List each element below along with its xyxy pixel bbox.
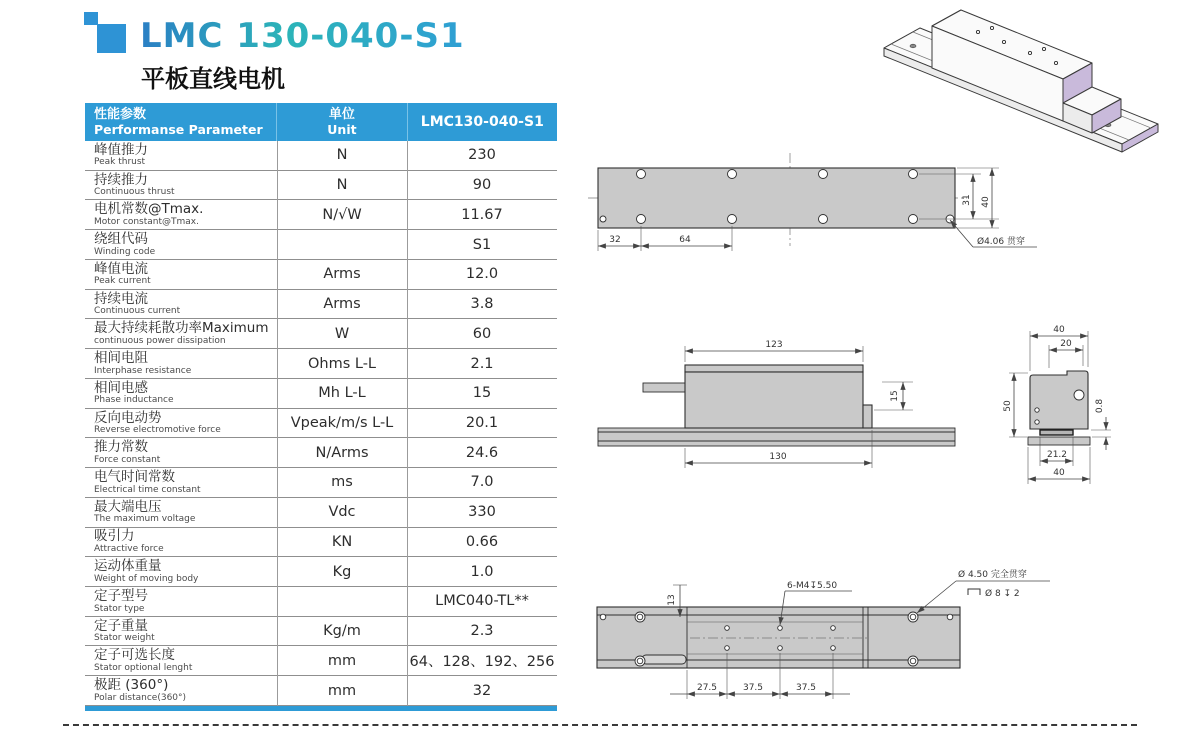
header-unit-en: Unit [327, 122, 357, 138]
param-name-en: Polar distance(360°) [94, 692, 187, 703]
param-name-en: Peak current [94, 276, 151, 287]
forcer-top-band [685, 365, 863, 372]
table-row [85, 438, 557, 468]
value-cell: 11.67 [461, 206, 503, 223]
value-cell: 330 [468, 504, 496, 521]
logo-square-small-icon [84, 12, 98, 25]
cable [643, 383, 685, 392]
page-title: LMC 130-040-S1 [140, 16, 465, 56]
value-cell: 60 [472, 325, 492, 342]
stator-plate-outline [598, 168, 955, 228]
header-parameter-zh: 性能参数 [94, 106, 147, 122]
unit-cell: Ohms L-L [307, 355, 377, 372]
header-unit-zh: 单位 [328, 106, 355, 122]
value-cell: 15 [472, 385, 492, 402]
dim-label: 40 [981, 196, 991, 208]
param-name-zh: 极距 (360°) [94, 677, 169, 694]
isometric-view-drawing [868, 2, 1198, 154]
param-name-zh: 最大端电压 [94, 498, 162, 515]
forcer-step [863, 405, 872, 428]
dim-label: 130 [769, 452, 787, 462]
page-subtitle: 平板直线电机 [141, 65, 285, 93]
param-name-zh: 电机常数@Tmax. [94, 201, 204, 218]
param-name-en: Force constant [94, 454, 161, 465]
value-cell: 24.6 [465, 444, 499, 461]
top-view-drawing [585, 150, 1055, 285]
magnet-strip [1040, 430, 1073, 435]
bottom-assembly-view-drawing [590, 555, 1165, 725]
counterbore-icon [968, 589, 980, 595]
dim-label: 27.5 [696, 683, 718, 693]
param-name-en: Attractive force [94, 544, 164, 555]
unit-cell: Vpeak/m/s L-L [290, 414, 394, 431]
table-row [85, 498, 557, 528]
counterbore-callout-line1: Ø 4.50 完全贯穿 [958, 570, 1027, 580]
param-cell [85, 617, 277, 646]
param-name-en: Motor constant@Tmax. [94, 216, 199, 227]
table-row [85, 646, 557, 676]
dim-label: 15 [890, 390, 900, 402]
unit-cell: N [336, 147, 348, 164]
dim-label: 37.5 [742, 683, 764, 693]
param-name-en: Continuous thrust [94, 187, 175, 198]
param-name-en: The maximum voltage [94, 514, 196, 525]
value-cell: LMC040-TL** [435, 593, 529, 610]
param-name-zh: 相间电阻 [94, 350, 148, 367]
value-cell: 0.66 [465, 533, 499, 550]
unit-cell: N/√W [322, 206, 362, 223]
table-row [85, 617, 557, 647]
unit-cell [277, 587, 407, 616]
header-cell-model: LMC130-040-S1 [407, 103, 557, 141]
unit-cell: Arms [323, 266, 361, 283]
end-view-drawing [1005, 318, 1200, 503]
logo-square-large-icon [97, 24, 126, 53]
param-name-en: Phase inductance [94, 395, 174, 406]
hole-callout: Ø4.06 贯穿 [977, 237, 1025, 247]
unit-cell: mm [327, 682, 357, 699]
side-view-drawing [585, 322, 985, 487]
param-cell [85, 319, 277, 348]
value-cell: 12.0 [465, 266, 499, 283]
value-cell: 2.3 [470, 623, 494, 640]
dim-label: 64 [679, 235, 691, 245]
value-cell: 2.1 [470, 355, 494, 372]
param-name-zh: 最大持续耗散功率Maximum [94, 320, 269, 337]
param-name-zh: 峰值电流 [94, 260, 148, 277]
base-plate [1028, 437, 1090, 445]
rail-outline [598, 428, 955, 446]
table-row [85, 676, 557, 706]
param-cell [85, 171, 277, 200]
value-cell: 64、128、192、256 [409, 654, 555, 671]
param-name-zh: 相间电感 [94, 379, 148, 396]
value-cell: 20.1 [465, 414, 499, 431]
param-name-en: Reverse electromotive force [94, 425, 221, 436]
table-header-row [85, 103, 557, 141]
param-name-en: Continuous current [94, 306, 181, 317]
param-cell [85, 587, 277, 616]
table-row [85, 528, 557, 558]
param-cell [85, 379, 277, 408]
table-row [85, 141, 557, 171]
cable [642, 655, 686, 664]
param-cell [85, 498, 277, 527]
value-cell: 230 [468, 147, 496, 164]
param-name-en: Electrical time constant [94, 484, 201, 495]
param-cell [85, 557, 277, 586]
table-row [85, 171, 557, 201]
dim-label: 32 [609, 235, 621, 245]
param-name-zh: 持续电流 [94, 290, 148, 307]
unit-cell: Mh L-L [318, 385, 366, 402]
value-cell: 90 [472, 177, 492, 194]
param-name-en: continuous power dissipation [94, 335, 226, 346]
table-row [85, 557, 557, 587]
value-cell: 7.0 [470, 474, 494, 491]
header-cell-unit [276, 103, 406, 141]
table-row [85, 200, 557, 230]
table-body [85, 141, 557, 706]
param-name-zh: 推力常数 [94, 439, 148, 456]
param-name-zh: 吸引力 [94, 528, 135, 545]
table-row [85, 379, 557, 409]
param-cell [85, 141, 277, 170]
dim-label: 31 [962, 194, 972, 206]
table-column-divider [407, 141, 408, 706]
spec-table [85, 103, 557, 706]
dim-label: 37.5 [795, 683, 817, 693]
param-name-zh: 电气时间常数 [94, 468, 175, 485]
table-row [85, 290, 557, 320]
param-name-en: Stator weight [94, 633, 155, 644]
param-name-zh: 定子重量 [94, 617, 148, 634]
unit-cell: W [334, 325, 350, 342]
param-name-en: Interphase resistance [94, 365, 192, 376]
param-name-zh: 持续推力 [94, 171, 148, 188]
table-row [85, 409, 557, 439]
dim-label: 40 [1053, 468, 1065, 478]
value-cell: 32 [472, 682, 492, 699]
counterbore-callout-line2: Ø 8 ↧ 2 [985, 589, 1020, 599]
table-row [85, 260, 557, 290]
param-cell [85, 260, 277, 289]
forcer-body [685, 372, 863, 428]
dim-label: 40 [1053, 325, 1065, 335]
unit-cell: N [336, 177, 348, 194]
value-cell: S1 [472, 236, 492, 253]
table-row [85, 319, 557, 349]
unit-cell: KN [331, 533, 353, 550]
param-cell [85, 528, 277, 557]
unit-cell: Kg [332, 563, 352, 580]
param-name-zh: 定子型号 [94, 587, 148, 604]
value-cell: 3.8 [470, 296, 494, 313]
table-row [85, 230, 557, 260]
thread-callout: 6-M4↧5.50 [787, 581, 838, 591]
dim-label: 21.2 [1046, 450, 1068, 460]
unit-cell: mm [327, 652, 357, 669]
param-name-en: Stator optional lenght [94, 662, 193, 673]
table-column-divider [277, 141, 278, 706]
value-cell: 1.0 [470, 563, 494, 580]
param-name-zh: 绕组代码 [94, 231, 148, 248]
table-row [85, 468, 557, 498]
unit-cell: ms [331, 474, 353, 491]
unit-cell: Vdc [328, 504, 356, 521]
unit-cell: Kg/m [323, 623, 361, 640]
param-name-zh: 反向电动势 [94, 409, 162, 426]
param-cell [85, 230, 277, 259]
unit-cell [277, 230, 407, 259]
table-accent-bar [85, 706, 557, 711]
dim-label: 0.8 [1095, 398, 1105, 414]
param-cell [85, 349, 277, 378]
unit-cell: N/Arms [315, 444, 369, 461]
dim-label: 20 [1060, 339, 1072, 349]
header-parameter-en: Performanse Parameter [94, 122, 263, 138]
param-cell [85, 468, 277, 497]
dim-label: 50 [1003, 400, 1013, 412]
param-cell [85, 676, 277, 705]
dim-label: 123 [765, 340, 783, 350]
param-name-en: Weight of moving body [94, 573, 199, 584]
param-name-en: Stator type [94, 603, 145, 614]
param-name-en: Winding code [94, 246, 156, 257]
param-name-zh: 峰值推力 [94, 141, 148, 158]
table-row [85, 349, 557, 379]
unit-cell: Arms [323, 296, 361, 313]
param-cell [85, 646, 277, 675]
param-cell [85, 290, 277, 319]
param-name-zh: 运动体重量 [94, 558, 162, 575]
param-name-zh: 定子可选长度 [94, 647, 175, 664]
dim-label: 13 [667, 594, 677, 606]
param-cell [85, 409, 277, 438]
header-cell-parameter [85, 103, 276, 141]
param-cell [85, 438, 277, 467]
table-row [85, 587, 557, 617]
param-cell [85, 200, 277, 229]
param-name-en: Peak thrust [94, 157, 146, 168]
